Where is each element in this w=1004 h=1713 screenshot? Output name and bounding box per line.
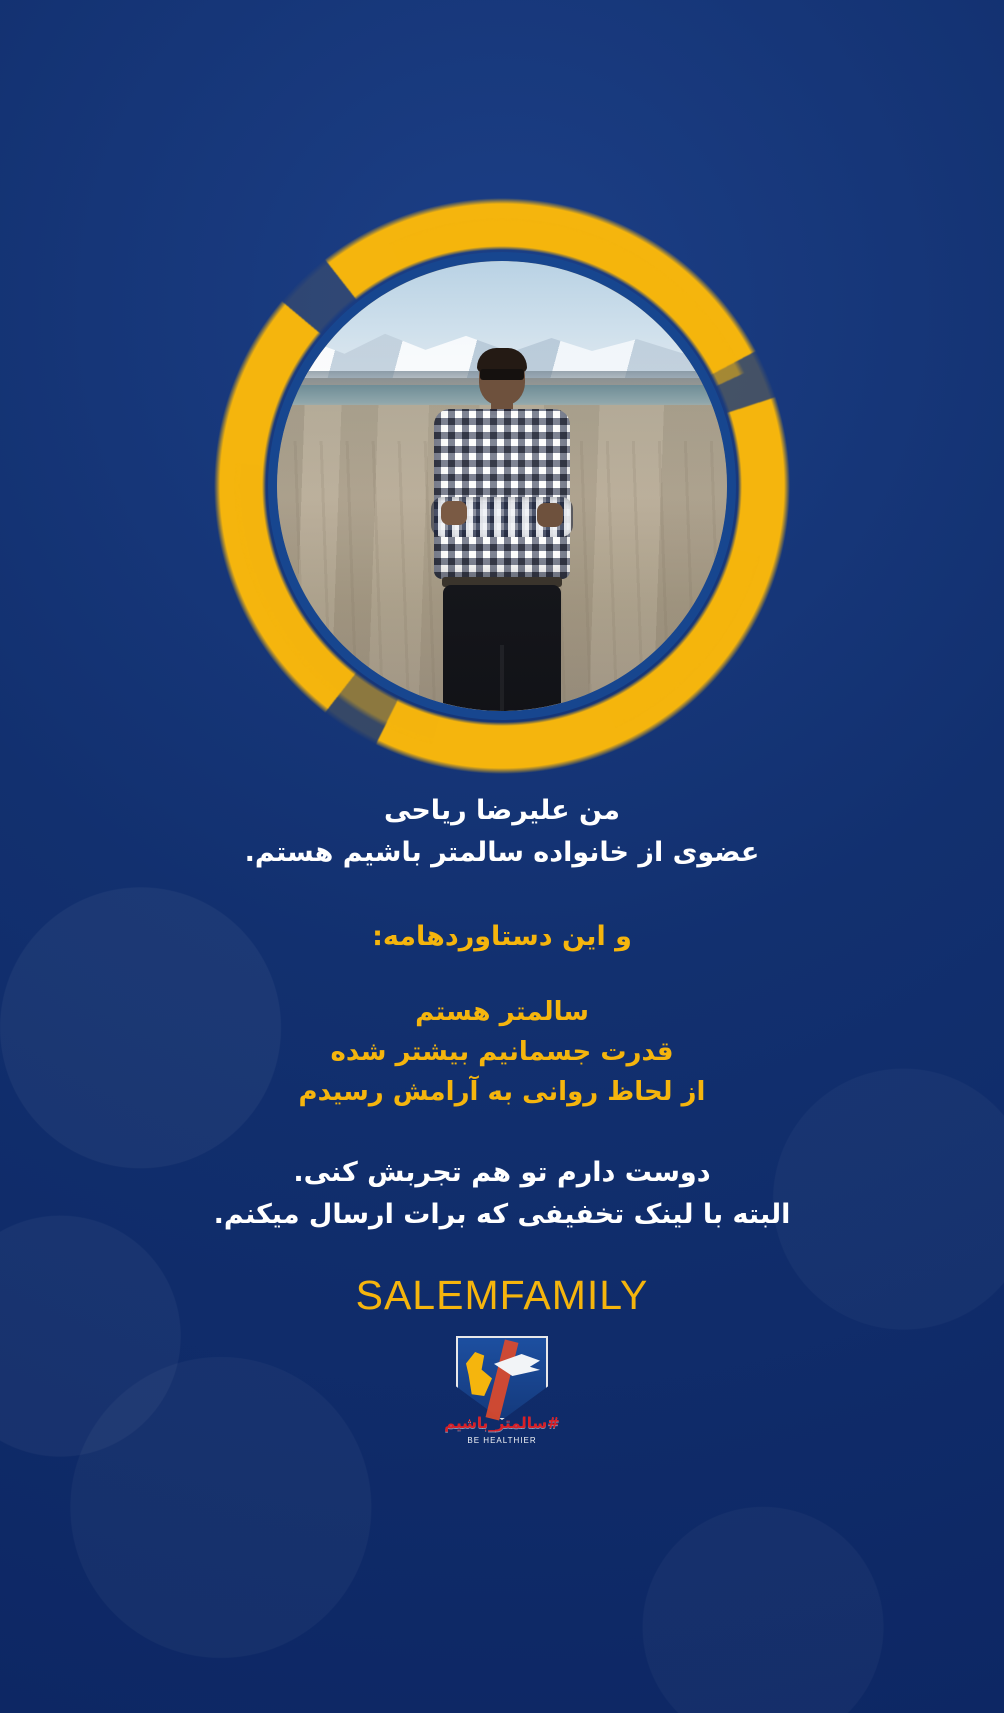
spacer-3 bbox=[0, 1112, 1004, 1152]
intro-line-2: عضوی از خانواده سالمتر باشیم هستم. bbox=[244, 836, 760, 868]
person-hand-right bbox=[537, 503, 563, 527]
logo-tagline: BE HEALTHIER bbox=[467, 1436, 537, 1445]
salemfamily-logo bbox=[442, 1336, 562, 1448]
logo-wordmark: #سالمتر_باشیم bbox=[444, 1414, 560, 1432]
sunglasses-icon bbox=[480, 369, 524, 380]
photo-person bbox=[427, 351, 577, 702]
achievements-heading: و این دستاوردهامه: bbox=[372, 920, 632, 952]
spacer-1 bbox=[0, 874, 1004, 916]
spacer-2 bbox=[0, 958, 1004, 992]
person-hand-left bbox=[441, 501, 467, 525]
cta-line-2: البته با لینک تخفیفی که برات ارسال میکنم. bbox=[213, 1199, 791, 1231]
photo-frame bbox=[268, 252, 736, 720]
achievement-item: سالمتر هستم bbox=[415, 996, 589, 1027]
achievement-item: قدرت جسمانیم بیشتر شده bbox=[330, 1036, 674, 1067]
cta-line-1: دوست دارم تو هم تجربش کنی. bbox=[293, 1157, 711, 1189]
testimonial-text-block bbox=[0, 790, 1004, 1236]
person-trousers bbox=[443, 585, 561, 711]
brand-wordmark: SALEMFAMILY bbox=[355, 1272, 649, 1318]
beach-photo bbox=[277, 261, 727, 711]
achievement-item: از لحاظ روانی به آرامش رسیدم bbox=[298, 1077, 706, 1108]
profile-photo-block bbox=[212, 196, 792, 776]
intro-line-1: من علیرضا ریاحی bbox=[384, 795, 620, 826]
person-shirt bbox=[434, 409, 570, 579]
